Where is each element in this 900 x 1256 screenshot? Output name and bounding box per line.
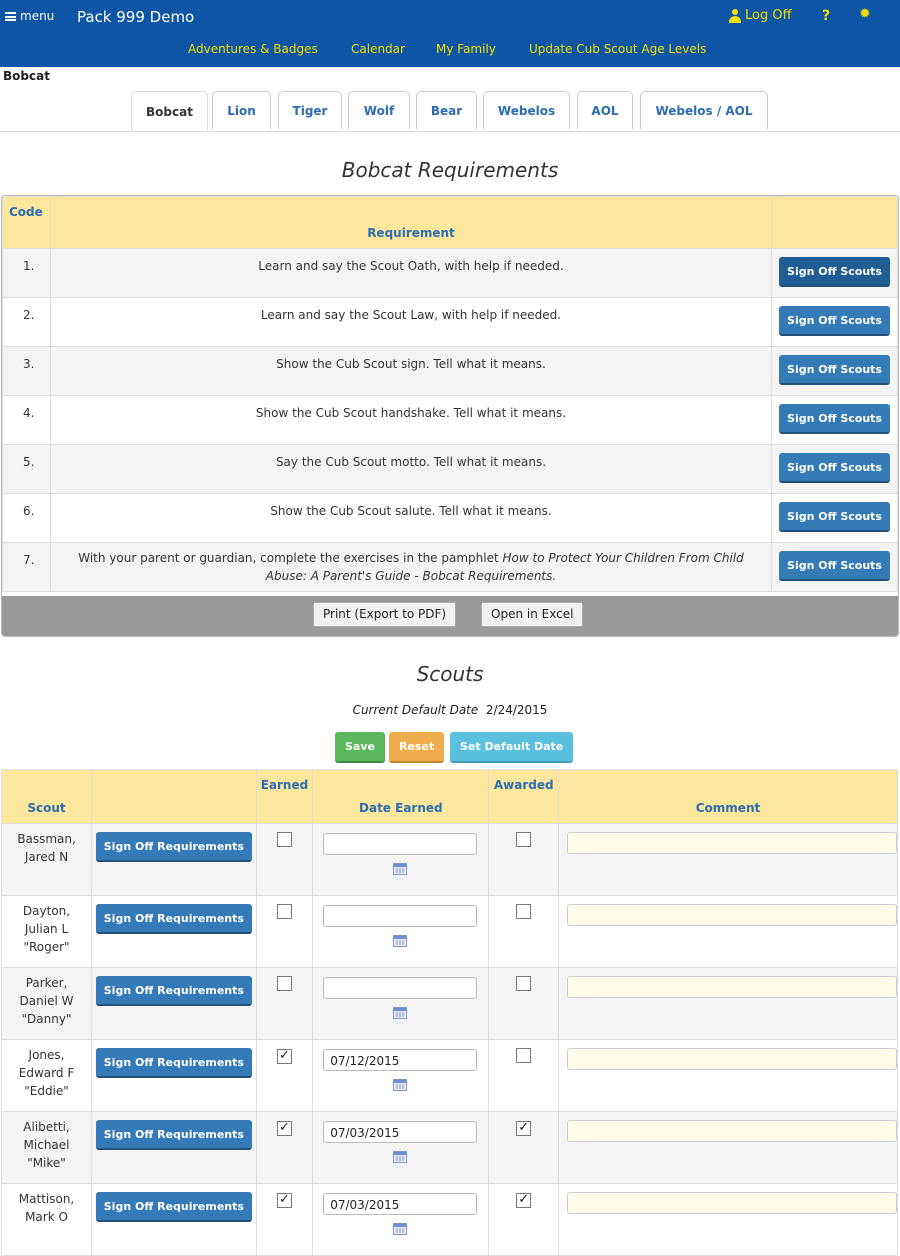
calendar-icon[interactable]: [393, 1223, 407, 1235]
comment-input[interactable]: [567, 904, 897, 926]
scout-name-line: Mattison,: [18, 1192, 75, 1206]
col-code-header: Code: [3, 197, 51, 249]
sign-off-requirements-button[interactable]: Sign Off Requirements: [96, 904, 252, 934]
awarded-checkbox[interactable]: ✓: [516, 1193, 531, 1208]
table-row: [2, 824, 898, 896]
requirement-text: [50, 543, 771, 592]
rank-tabs: [0, 89, 900, 132]
gear-icon[interactable]: ✹: [859, 6, 871, 22]
table-row: [2, 1184, 898, 1256]
col-signoff-header: [92, 770, 257, 824]
sign-off-scouts-button[interactable]: Sign Off Scouts: [779, 257, 890, 287]
requirement-text: Show the Cub Scout handshake. Tell what it means.: [50, 396, 771, 445]
default-date-value: 2/24/2015: [485, 703, 548, 717]
table-row: [2, 968, 898, 1040]
requirement-text: Say the Cub Scout motto. Tell what it means.: [50, 445, 771, 494]
print-pdf-button[interactable]: Print (Export to PDF): [313, 602, 456, 627]
tab-bobcat[interactable]: Bobcat: [131, 91, 208, 131]
comment-input[interactable]: [567, 1048, 897, 1070]
sign-off-scouts-button[interactable]: Sign Off Scouts: [779, 306, 890, 336]
scout-name-line: Dayton,: [22, 904, 71, 918]
comment-input[interactable]: [567, 1120, 897, 1142]
requirement-code: 5.: [3, 445, 51, 494]
requirement-code: 6.: [3, 494, 51, 543]
date-earned-input[interactable]: 07/12/2015: [323, 1049, 477, 1071]
default-date-row: [0, 703, 900, 717]
table-row: [2, 1112, 898, 1184]
scout-name: [2, 968, 92, 1040]
col-awarded-header: Awarded: [489, 770, 559, 824]
scout-name: [2, 1112, 92, 1184]
comment-input[interactable]: [567, 1192, 897, 1214]
set-default-date-button[interactable]: Set Default Date: [450, 732, 573, 763]
scout-name-line: Edward F: [18, 1066, 75, 1080]
col-requirement-header: Requirement: [50, 197, 771, 249]
requirement-code: 1.: [3, 249, 51, 298]
requirement-code: 4.: [3, 396, 51, 445]
scout-name-line: Michael: [23, 1138, 70, 1152]
sign-off-requirements-button[interactable]: Sign Off Requirements: [96, 1120, 252, 1150]
sign-off-scouts-button[interactable]: Sign Off Scouts: [779, 502, 890, 532]
tab-tiger[interactable]: Tiger: [278, 91, 342, 129]
requirement-code: 7.: [3, 543, 51, 592]
requirement-text: Learn and say the Scout Oath, with help if needed.: [50, 249, 771, 298]
sign-off-requirements-button[interactable]: Sign Off Requirements: [96, 1192, 252, 1222]
date-earned-input[interactable]: [323, 833, 477, 855]
requirement-text: Learn and say the Scout Law, with help if needed.: [50, 298, 771, 347]
col-earned-header: Earned: [256, 770, 313, 824]
user-icon: [728, 9, 742, 23]
awarded-checkbox[interactable]: [516, 832, 531, 847]
scout-name: [2, 896, 92, 968]
earned-checkbox[interactable]: ✓: [277, 1121, 292, 1136]
requirement-code: 2.: [3, 298, 51, 347]
scout-name-line: "Danny": [21, 1012, 72, 1026]
scout-name: [2, 824, 92, 896]
sign-off-requirements-button[interactable]: Sign Off Requirements: [96, 1048, 252, 1078]
table-row: [3, 249, 898, 298]
hamburger-icon: [5, 12, 16, 21]
tab-aol[interactable]: AOL: [577, 91, 633, 129]
requirement-text-plain: With your parent or guardian, complete the exercises in the pamphlet: [78, 551, 503, 565]
reset-button[interactable]: Reset: [389, 732, 444, 763]
scout-name-line: Jared N: [24, 850, 69, 864]
earned-checkbox[interactable]: [277, 832, 292, 847]
nav-update-age-levels[interactable]: Update Cub Scout Age Levels: [529, 42, 707, 56]
help-icon[interactable]: ?: [822, 8, 831, 24]
tab-bear[interactable]: Bear: [416, 91, 477, 129]
tab-lion[interactable]: Lion: [212, 91, 271, 129]
earned-checkbox[interactable]: ✓: [277, 1049, 292, 1064]
sign-off-scouts-button[interactable]: Sign Off Scouts: [779, 453, 890, 483]
scout-name-line: Parker,: [25, 976, 68, 990]
sign-off-requirements-button[interactable]: Sign Off Requirements: [96, 976, 252, 1006]
scout-name-line: Jones,: [28, 1048, 65, 1062]
logoff-link[interactable]: [728, 8, 792, 23]
scouts-title: Scouts: [416, 662, 484, 686]
calendar-icon[interactable]: [393, 1079, 407, 1091]
requirements-title: Bobcat Requirements: [341, 158, 559, 182]
sign-off-requirements-button[interactable]: Sign Off Requirements: [96, 832, 252, 862]
awarded-checkbox[interactable]: [516, 976, 531, 991]
scout-name-line: Daniel W: [19, 994, 74, 1008]
table-row: [3, 543, 898, 592]
date-earned-input[interactable]: 07/03/2015: [323, 1121, 477, 1143]
pamphlet-title: How to Protect Your Children From Child Abuse: A Parent's Guide - Bobcat Requirements.: [265, 551, 744, 583]
requirement-text: Show the Cub Scout sign. Tell what it means.: [50, 347, 771, 396]
col-action-header: [772, 197, 898, 249]
date-earned-input[interactable]: [323, 905, 477, 927]
scout-name-line: Mark O: [25, 1210, 68, 1224]
breadcrumb: Bobcat: [3, 69, 50, 83]
sign-off-scouts-button[interactable]: Sign Off Scouts: [779, 404, 890, 434]
default-date-label: Current Default Date: [352, 703, 479, 717]
nav-calendar[interactable]: Calendar: [351, 42, 405, 56]
open-excel-button[interactable]: Open in Excel: [481, 602, 583, 627]
col-comment-header: Comment: [559, 770, 898, 824]
tab-wolf[interactable]: Wolf: [348, 91, 410, 129]
awarded-checkbox[interactable]: [516, 1048, 531, 1063]
requirements-table: [2, 196, 898, 592]
scout-name: [2, 1184, 92, 1256]
calendar-icon[interactable]: [393, 935, 407, 947]
table-row: [2, 1040, 898, 1112]
scout-name-line: "Mike": [27, 1156, 66, 1170]
awarded-checkbox[interactable]: ✓: [516, 1121, 531, 1136]
top-navbar: [0, 0, 900, 67]
nav-adventures-badges[interactable]: Adventures & Badges: [188, 42, 318, 56]
calendar-icon[interactable]: [393, 863, 407, 875]
main-nav: [0, 42, 900, 60]
earned-checkbox[interactable]: [277, 976, 292, 991]
comment-input[interactable]: [567, 976, 897, 998]
table-row: [3, 298, 898, 347]
earned-checkbox[interactable]: [277, 904, 292, 919]
comment-input[interactable]: [567, 832, 897, 854]
tab-webelos[interactable]: Webelos: [483, 91, 570, 129]
logoff-label: Log Off: [745, 8, 792, 23]
awarded-checkbox[interactable]: [516, 904, 531, 919]
menu-button[interactable]: [5, 9, 54, 23]
sign-off-scouts-button[interactable]: Sign Off Scouts: [779, 355, 890, 385]
table-row: [3, 396, 898, 445]
calendar-icon[interactable]: [393, 1007, 407, 1019]
date-earned-input[interactable]: [323, 977, 477, 999]
scout-name-line: "Eddie": [24, 1084, 69, 1098]
calendar-icon[interactable]: [393, 1151, 407, 1163]
tab-webelos-aol[interactable]: Webelos / AOL: [640, 91, 768, 129]
save-button[interactable]: Save: [335, 732, 385, 763]
nav-my-family[interactable]: My Family: [436, 42, 496, 56]
menu-label: menu: [20, 9, 55, 23]
scout-name-line: "Roger": [23, 940, 70, 954]
table-row: [3, 445, 898, 494]
requirements-panel: [1, 195, 899, 637]
requirement-code: 3.: [3, 347, 51, 396]
scouts-table: [1, 769, 898, 1256]
requirements-footer: [2, 596, 898, 636]
scout-name-line: Bassman,: [17, 832, 76, 846]
scout-name: [2, 1040, 92, 1112]
col-scout-header: Scout: [2, 770, 92, 824]
date-earned-input[interactable]: 07/03/2015: [323, 1193, 477, 1215]
requirement-text: Show the Cub Scout salute. Tell what it means.: [50, 494, 771, 543]
scout-name-line: Julian L: [24, 922, 69, 936]
table-row: [3, 347, 898, 396]
table-row: [2, 896, 898, 968]
brand-title[interactable]: Pack 999 Demo: [77, 8, 195, 26]
sign-off-scouts-button[interactable]: Sign Off Scouts: [779, 551, 890, 581]
table-row: [3, 494, 898, 543]
scout-name-line: Alibetti,: [23, 1120, 70, 1134]
col-date-earned-header: Date Earned: [313, 770, 489, 824]
earned-checkbox[interactable]: ✓: [277, 1193, 292, 1208]
